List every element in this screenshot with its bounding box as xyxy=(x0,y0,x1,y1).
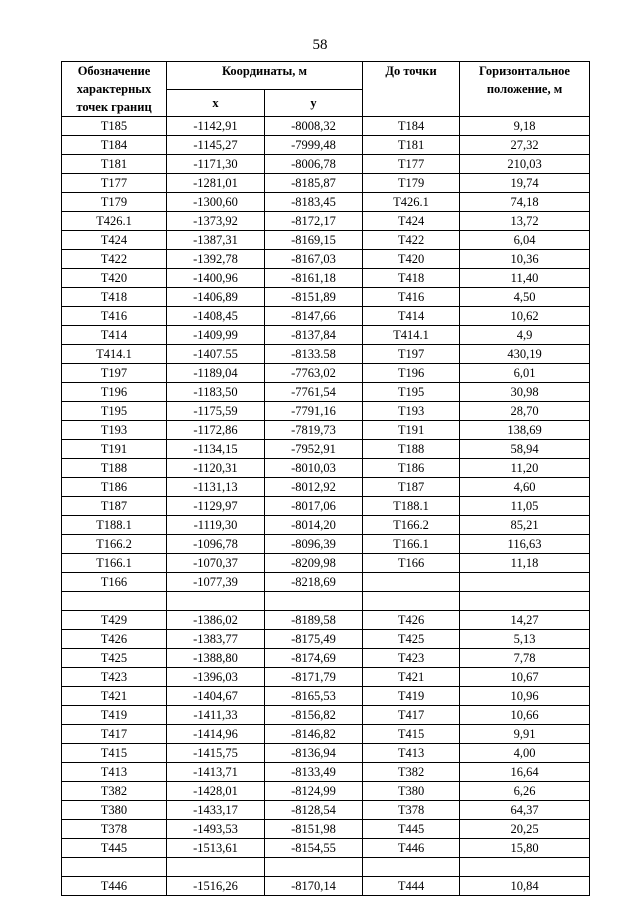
table-row xyxy=(62,269,590,288)
y-cell: -8175,49 xyxy=(265,630,363,649)
y-cell: -8008,32 xyxy=(265,117,363,136)
to-point-cell: Т193 xyxy=(363,402,460,421)
table-row xyxy=(62,877,590,896)
distance-cell: 85,21 xyxy=(460,516,590,535)
header-coordinates: Координаты, м xyxy=(167,62,363,90)
distance-cell: 74,18 xyxy=(460,193,590,212)
y-cell: -8218,69 xyxy=(265,573,363,592)
to-point-cell: Т188.1 xyxy=(363,497,460,516)
y-cell: -8133.58 xyxy=(265,345,363,364)
y-cell: -8124,99 xyxy=(265,782,363,801)
y-cell xyxy=(265,858,363,877)
point-cell: Т426.1 xyxy=(62,212,167,231)
to-point-cell: Т419 xyxy=(363,687,460,706)
y-cell: -8165,53 xyxy=(265,687,363,706)
to-point-cell: Т177 xyxy=(363,155,460,174)
to-point-cell: Т186 xyxy=(363,459,460,478)
x-cell: -1404,67 xyxy=(167,687,265,706)
table-row xyxy=(62,706,590,725)
table-body xyxy=(62,117,590,896)
x-cell: -1414,96 xyxy=(167,725,265,744)
table-row xyxy=(62,820,590,839)
x-cell: -1493,53 xyxy=(167,820,265,839)
header-designation: Обозначение характерных точек границ xyxy=(62,62,167,117)
x-cell: -1433,17 xyxy=(167,801,265,820)
point-cell: Т445 xyxy=(62,839,167,858)
point-cell: Т413 xyxy=(62,763,167,782)
x-cell: -1407.55 xyxy=(167,345,265,364)
table-row xyxy=(62,421,590,440)
to-point-cell: Т188 xyxy=(363,440,460,459)
x-cell: -1428,01 xyxy=(167,782,265,801)
x-cell: -1131,13 xyxy=(167,478,265,497)
distance-cell: 11,05 xyxy=(460,497,590,516)
x-cell: -1134,15 xyxy=(167,440,265,459)
distance-cell: 10,62 xyxy=(460,307,590,326)
x-cell: -1516,26 xyxy=(167,877,265,896)
y-cell: -8128,54 xyxy=(265,801,363,820)
x-cell: -1096,78 xyxy=(167,535,265,554)
distance-cell: 210,03 xyxy=(460,155,590,174)
x-cell xyxy=(167,592,265,611)
table-row xyxy=(62,288,590,307)
table-row xyxy=(62,592,590,611)
x-cell: -1396,03 xyxy=(167,668,265,687)
point-cell: Т166.2 xyxy=(62,535,167,554)
table-row xyxy=(62,402,590,421)
y-cell: -8147,66 xyxy=(265,307,363,326)
x-cell xyxy=(167,858,265,877)
distance-cell: 6,04 xyxy=(460,231,590,250)
point-cell: Т422 xyxy=(62,250,167,269)
y-cell: -8189,58 xyxy=(265,611,363,630)
x-cell: -1387,31 xyxy=(167,231,265,250)
y-cell: -7791,16 xyxy=(265,402,363,421)
y-cell: -8174,69 xyxy=(265,649,363,668)
to-point-cell: Т421 xyxy=(363,668,460,687)
to-point-cell: Т417 xyxy=(363,706,460,725)
table-row xyxy=(62,801,590,820)
point-cell: Т177 xyxy=(62,174,167,193)
x-cell: -1411,33 xyxy=(167,706,265,725)
table-row xyxy=(62,212,590,231)
table-row xyxy=(62,231,590,250)
to-point-cell: Т415 xyxy=(363,725,460,744)
page-number: 58 xyxy=(312,37,328,53)
y-cell: -7763,02 xyxy=(265,364,363,383)
y-cell: -8169,15 xyxy=(265,231,363,250)
point-cell: Т446 xyxy=(62,877,167,896)
to-point-cell: Т197 xyxy=(363,345,460,364)
to-point-cell: Т426.1 xyxy=(363,193,460,212)
x-cell: -1415,75 xyxy=(167,744,265,763)
to-point-cell: Т382 xyxy=(363,763,460,782)
x-cell: -1120,31 xyxy=(167,459,265,478)
point-cell: Т416 xyxy=(62,307,167,326)
to-point-cell: Т422 xyxy=(363,231,460,250)
to-point-cell: Т166.1 xyxy=(363,535,460,554)
x-cell: -1119,30 xyxy=(167,516,265,535)
to-point-cell: Т444 xyxy=(363,877,460,896)
header-to-point: До точки xyxy=(363,62,460,117)
x-cell: -1406,89 xyxy=(167,288,265,307)
table-row xyxy=(62,136,590,155)
point-cell: Т191 xyxy=(62,440,167,459)
point-cell: Т380 xyxy=(62,801,167,820)
distance-cell: 30,98 xyxy=(460,383,590,402)
y-cell: -8171,79 xyxy=(265,668,363,687)
distance-cell: 7,78 xyxy=(460,649,590,668)
x-cell: -1386,02 xyxy=(167,611,265,630)
table-row xyxy=(62,326,590,345)
header-y: y xyxy=(265,89,363,117)
x-cell: -1175,59 xyxy=(167,402,265,421)
table-row xyxy=(62,307,590,326)
to-point-cell: Т446 xyxy=(363,839,460,858)
y-cell: -8161,18 xyxy=(265,269,363,288)
y-cell: -7999,48 xyxy=(265,136,363,155)
point-cell: Т195 xyxy=(62,402,167,421)
distance-cell: 16,64 xyxy=(460,763,590,782)
y-cell: -8154,55 xyxy=(265,839,363,858)
table-row xyxy=(62,744,590,763)
y-cell: -8151,98 xyxy=(265,820,363,839)
table-row xyxy=(62,858,590,877)
distance-cell: 19,74 xyxy=(460,174,590,193)
point-cell: Т421 xyxy=(62,687,167,706)
table-row xyxy=(62,117,590,136)
x-cell: -1172,86 xyxy=(167,421,265,440)
y-cell: -8183,45 xyxy=(265,193,363,212)
table-row xyxy=(62,478,590,497)
table-row xyxy=(62,155,590,174)
y-cell: -8151,89 xyxy=(265,288,363,307)
header-horizontal-distance: Горизонтальное положение, м xyxy=(460,62,590,117)
point-cell: Т417 xyxy=(62,725,167,744)
point-cell: Т426 xyxy=(62,630,167,649)
y-cell: -8170,14 xyxy=(265,877,363,896)
table-row xyxy=(62,497,590,516)
table-row xyxy=(62,345,590,364)
point-cell: Т429 xyxy=(62,611,167,630)
to-point-cell: Т196 xyxy=(363,364,460,383)
to-point-cell: Т423 xyxy=(363,649,460,668)
table-row xyxy=(62,364,590,383)
distance-cell: 116,63 xyxy=(460,535,590,554)
to-point-cell: Т195 xyxy=(363,383,460,402)
x-cell: -1281,01 xyxy=(167,174,265,193)
distance-cell: 14,27 xyxy=(460,611,590,630)
point-cell: Т423 xyxy=(62,668,167,687)
boundary-points-table xyxy=(61,61,590,896)
point-cell: Т166.1 xyxy=(62,554,167,573)
table-row xyxy=(62,554,590,573)
to-point-cell: Т424 xyxy=(363,212,460,231)
point-cell: Т166 xyxy=(62,573,167,592)
x-cell: -1400,96 xyxy=(167,269,265,288)
distance-cell: 20,25 xyxy=(460,820,590,839)
to-point-cell: Т184 xyxy=(363,117,460,136)
point-cell: Т196 xyxy=(62,383,167,402)
to-point-cell: Т378 xyxy=(363,801,460,820)
x-cell: -1513,61 xyxy=(167,839,265,858)
distance-cell: 10,84 xyxy=(460,877,590,896)
distance-cell: 11,40 xyxy=(460,269,590,288)
x-cell: -1413,71 xyxy=(167,763,265,782)
x-cell: -1129,97 xyxy=(167,497,265,516)
distance-cell: 64,37 xyxy=(460,801,590,820)
distance-cell: 4,9 xyxy=(460,326,590,345)
to-point-cell: Т426 xyxy=(363,611,460,630)
to-point-cell: Т414.1 xyxy=(363,326,460,345)
distance-cell: 6,01 xyxy=(460,364,590,383)
x-cell: -1070,37 xyxy=(167,554,265,573)
distance-cell: 11,20 xyxy=(460,459,590,478)
distance-cell: 10,66 xyxy=(460,706,590,725)
distance-cell: 4,00 xyxy=(460,744,590,763)
to-point-cell: Т420 xyxy=(363,250,460,269)
y-cell: -8014,20 xyxy=(265,516,363,535)
y-cell: -8136,94 xyxy=(265,744,363,763)
table-row xyxy=(62,725,590,744)
to-point-cell: Т181 xyxy=(363,136,460,155)
to-point-cell: Т416 xyxy=(363,288,460,307)
x-cell: -1383,77 xyxy=(167,630,265,649)
point-cell: Т181 xyxy=(62,155,167,174)
distance-cell: 13,72 xyxy=(460,212,590,231)
distance-cell: 15,80 xyxy=(460,839,590,858)
distance-cell xyxy=(460,858,590,877)
point-cell: Т184 xyxy=(62,136,167,155)
distance-cell: 58,94 xyxy=(460,440,590,459)
y-cell: -8146,82 xyxy=(265,725,363,744)
x-cell: -1392,78 xyxy=(167,250,265,269)
distance-cell: 10,67 xyxy=(460,668,590,687)
x-cell: -1171,30 xyxy=(167,155,265,174)
point-cell: Т179 xyxy=(62,193,167,212)
y-cell: -8017,06 xyxy=(265,497,363,516)
to-point-cell xyxy=(363,858,460,877)
table-row xyxy=(62,687,590,706)
to-point-cell: Т418 xyxy=(363,269,460,288)
y-cell: -8167,03 xyxy=(265,250,363,269)
point-cell: Т185 xyxy=(62,117,167,136)
distance-cell: 9,18 xyxy=(460,117,590,136)
y-cell: -8096,39 xyxy=(265,535,363,554)
point-cell: Т424 xyxy=(62,231,167,250)
point-cell: Т187 xyxy=(62,497,167,516)
table-row xyxy=(62,668,590,687)
point-cell: Т188 xyxy=(62,459,167,478)
distance-cell: 27,32 xyxy=(460,136,590,155)
table-row xyxy=(62,250,590,269)
table-row xyxy=(62,535,590,554)
distance-cell: 4,50 xyxy=(460,288,590,307)
point-cell: Т419 xyxy=(62,706,167,725)
table-row xyxy=(62,193,590,212)
y-cell: -8006,78 xyxy=(265,155,363,174)
x-cell: -1145,27 xyxy=(167,136,265,155)
point-cell: Т414.1 xyxy=(62,345,167,364)
y-cell: -7761,54 xyxy=(265,383,363,402)
table-row xyxy=(62,516,590,535)
distance-cell: 138,69 xyxy=(460,421,590,440)
distance-cell: 10,36 xyxy=(460,250,590,269)
distance-cell: 11,18 xyxy=(460,554,590,573)
table-row xyxy=(62,630,590,649)
point-cell: Т197 xyxy=(62,364,167,383)
to-point-cell xyxy=(363,592,460,611)
distance-cell xyxy=(460,573,590,592)
y-cell: -7952,91 xyxy=(265,440,363,459)
y-cell: -8156,82 xyxy=(265,706,363,725)
point-cell: Т382 xyxy=(62,782,167,801)
table-row xyxy=(62,782,590,801)
point-cell: Т414 xyxy=(62,326,167,345)
point-cell: Т188.1 xyxy=(62,516,167,535)
distance-cell: 10,96 xyxy=(460,687,590,706)
table-row xyxy=(62,649,590,668)
y-cell: -8012,92 xyxy=(265,478,363,497)
distance-cell: 430,19 xyxy=(460,345,590,364)
distance-cell: 6,26 xyxy=(460,782,590,801)
x-cell: -1409,99 xyxy=(167,326,265,345)
table-row xyxy=(62,839,590,858)
to-point-cell: Т413 xyxy=(363,744,460,763)
distance-cell: 5,13 xyxy=(460,630,590,649)
point-cell: Т418 xyxy=(62,288,167,307)
to-point-cell: Т166.2 xyxy=(363,516,460,535)
to-point-cell: Т187 xyxy=(363,478,460,497)
distance-cell: 28,70 xyxy=(460,402,590,421)
y-cell: -8209,98 xyxy=(265,554,363,573)
point-cell: Т425 xyxy=(62,649,167,668)
table-row xyxy=(62,440,590,459)
x-cell: -1077,39 xyxy=(167,573,265,592)
y-cell: -8137,84 xyxy=(265,326,363,345)
x-cell: -1388,80 xyxy=(167,649,265,668)
y-cell xyxy=(265,592,363,611)
point-cell: Т186 xyxy=(62,478,167,497)
to-point-cell: Т425 xyxy=(363,630,460,649)
point-cell: Т378 xyxy=(62,820,167,839)
table-row xyxy=(62,174,590,193)
x-cell: -1300,60 xyxy=(167,193,265,212)
point-cell: Т420 xyxy=(62,269,167,288)
distance-cell xyxy=(460,592,590,611)
header-x: x xyxy=(167,89,265,117)
x-cell: -1189,04 xyxy=(167,364,265,383)
to-point-cell: Т179 xyxy=(363,174,460,193)
to-point-cell: Т380 xyxy=(363,782,460,801)
distance-cell: 4,60 xyxy=(460,478,590,497)
to-point-cell: Т414 xyxy=(363,307,460,326)
to-point-cell xyxy=(363,573,460,592)
table-header xyxy=(62,62,590,117)
table-row xyxy=(62,573,590,592)
to-point-cell: Т166 xyxy=(363,554,460,573)
y-cell: -8172,17 xyxy=(265,212,363,231)
point-cell: Т193 xyxy=(62,421,167,440)
y-cell: -8133,49 xyxy=(265,763,363,782)
x-cell: -1183,50 xyxy=(167,383,265,402)
x-cell: -1142,91 xyxy=(167,117,265,136)
x-cell: -1373,92 xyxy=(167,212,265,231)
y-cell: -8185,87 xyxy=(265,174,363,193)
table-row xyxy=(62,383,590,402)
table-row xyxy=(62,611,590,630)
y-cell: -8010,03 xyxy=(265,459,363,478)
point-cell xyxy=(62,592,167,611)
table-row xyxy=(62,763,590,782)
y-cell: -7819,73 xyxy=(265,421,363,440)
x-cell: -1408,45 xyxy=(167,307,265,326)
point-cell: Т415 xyxy=(62,744,167,763)
point-cell xyxy=(62,858,167,877)
to-point-cell: Т191 xyxy=(363,421,460,440)
to-point-cell: Т445 xyxy=(363,820,460,839)
table-row xyxy=(62,459,590,478)
distance-cell: 9,91 xyxy=(460,725,590,744)
